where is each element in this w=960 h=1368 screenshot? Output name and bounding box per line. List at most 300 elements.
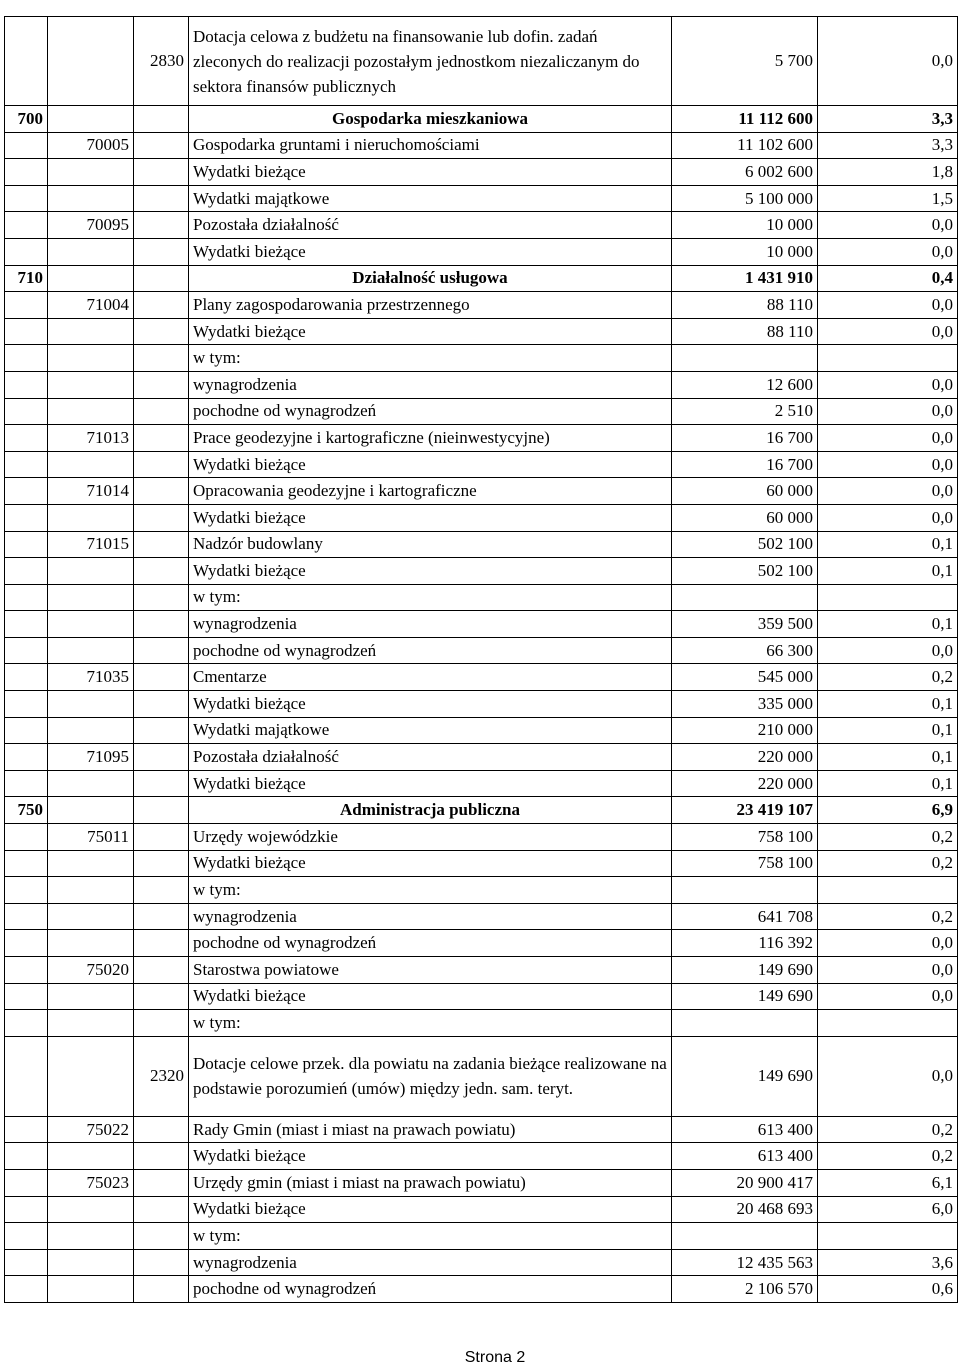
percent-cell: 0,0 bbox=[818, 371, 958, 398]
paragraf-cell bbox=[134, 159, 189, 186]
dzial-cell bbox=[5, 1223, 48, 1250]
rozdzial-cell: 75022 bbox=[48, 1116, 134, 1143]
table-row bbox=[5, 664, 958, 691]
amount-cell: 12 600 bbox=[672, 371, 818, 398]
dzial-cell: 750 bbox=[5, 797, 48, 824]
rozdzial-cell bbox=[48, 106, 134, 133]
rozdzial-cell bbox=[48, 1249, 134, 1276]
amount-cell: 210 000 bbox=[672, 717, 818, 744]
percent-cell: 0,0 bbox=[818, 957, 958, 984]
description-cell: pochodne od wynagrodzeń bbox=[189, 930, 672, 957]
description-cell: Plany zagospodarowania przestrzennego bbox=[189, 292, 672, 319]
percent-cell: 3,6 bbox=[818, 1249, 958, 1276]
percent-cell: 0,1 bbox=[818, 558, 958, 585]
description-cell: Rady Gmin (miast i miast na prawach powiatu) bbox=[189, 1116, 672, 1143]
dzial-cell bbox=[5, 691, 48, 718]
table-row bbox=[5, 903, 958, 930]
dzial-cell bbox=[5, 185, 48, 212]
table-row bbox=[5, 957, 958, 984]
dzial-cell bbox=[5, 930, 48, 957]
description-cell: Opracowania geodezyjne i kartograficzne bbox=[189, 478, 672, 505]
percent-cell bbox=[818, 345, 958, 372]
percent-cell: 0,0 bbox=[818, 504, 958, 531]
percent-cell bbox=[818, 584, 958, 611]
table-row bbox=[5, 238, 958, 265]
rozdzial-cell bbox=[48, 983, 134, 1010]
amount-cell: 116 392 bbox=[672, 930, 818, 957]
amount-cell: 23 419 107 bbox=[672, 797, 818, 824]
table-row bbox=[5, 850, 958, 877]
amount-cell: 20 900 417 bbox=[672, 1169, 818, 1196]
rozdzial-cell bbox=[48, 451, 134, 478]
paragraf-cell bbox=[134, 371, 189, 398]
table-row bbox=[5, 1116, 958, 1143]
paragraf-cell bbox=[134, 1169, 189, 1196]
dzial-cell bbox=[5, 478, 48, 505]
dzial-cell bbox=[5, 1036, 48, 1116]
paragraf-cell bbox=[134, 132, 189, 159]
rozdzial-cell: 75011 bbox=[48, 824, 134, 851]
percent-cell: 0,0 bbox=[818, 17, 958, 106]
dzial-cell bbox=[5, 132, 48, 159]
dzial-cell: 710 bbox=[5, 265, 48, 292]
description-cell: Dotacje celowe przek. dla powiatu na zadania bieżące realizowane na podstawie porozumień (umów) między jedn. sam. teryt. bbox=[189, 1036, 672, 1116]
table-row bbox=[5, 1143, 958, 1170]
percent-cell: 0,2 bbox=[818, 903, 958, 930]
description-cell: Gospodarka mieszkaniowa bbox=[189, 106, 672, 133]
dzial-cell bbox=[5, 1143, 48, 1170]
description-cell: Wydatki bieżące bbox=[189, 558, 672, 585]
dzial-cell bbox=[5, 451, 48, 478]
amount-cell: 12 435 563 bbox=[672, 1249, 818, 1276]
percent-cell bbox=[818, 1223, 958, 1250]
rozdzial-cell bbox=[48, 691, 134, 718]
percent-cell: 0,0 bbox=[818, 930, 958, 957]
percent-cell: 0,0 bbox=[818, 292, 958, 319]
paragraf-cell bbox=[134, 185, 189, 212]
description-cell: Wydatki bieżące bbox=[189, 850, 672, 877]
table-row bbox=[5, 824, 958, 851]
dzial-cell bbox=[5, 238, 48, 265]
percent-cell: 0,2 bbox=[818, 824, 958, 851]
amount-cell bbox=[672, 877, 818, 904]
dzial-cell bbox=[5, 17, 48, 106]
rozdzial-cell bbox=[48, 1036, 134, 1116]
table-row bbox=[5, 265, 958, 292]
amount-cell: 502 100 bbox=[672, 558, 818, 585]
description-cell: Administracja publiczna bbox=[189, 797, 672, 824]
table-row bbox=[5, 770, 958, 797]
rozdzial-cell bbox=[48, 17, 134, 106]
dzial-cell bbox=[5, 877, 48, 904]
amount-cell: 758 100 bbox=[672, 824, 818, 851]
table-row bbox=[5, 185, 958, 212]
paragraf-cell bbox=[134, 664, 189, 691]
rozdzial-cell bbox=[48, 930, 134, 957]
rozdzial-cell bbox=[48, 637, 134, 664]
percent-cell: 0,0 bbox=[818, 451, 958, 478]
percent-cell: 0,2 bbox=[818, 1143, 958, 1170]
table-row bbox=[5, 451, 958, 478]
rozdzial-cell: 71004 bbox=[48, 292, 134, 319]
table-row bbox=[5, 744, 958, 771]
percent-cell: 0,0 bbox=[818, 398, 958, 425]
table-row bbox=[5, 691, 958, 718]
table-row bbox=[5, 371, 958, 398]
amount-cell: 66 300 bbox=[672, 637, 818, 664]
table-row bbox=[5, 1276, 958, 1303]
table-row bbox=[5, 1249, 958, 1276]
amount-cell: 1 431 910 bbox=[672, 265, 818, 292]
dzial-cell bbox=[5, 584, 48, 611]
description-cell: Wydatki majątkowe bbox=[189, 185, 672, 212]
paragraf-cell: 2830 bbox=[134, 17, 189, 106]
percent-cell: 0,1 bbox=[818, 531, 958, 558]
dzial-cell bbox=[5, 318, 48, 345]
paragraf-cell bbox=[134, 238, 189, 265]
table-row bbox=[5, 132, 958, 159]
paragraf-cell bbox=[134, 1116, 189, 1143]
description-cell: wynagrodzenia bbox=[189, 1249, 672, 1276]
dzial-cell bbox=[5, 1116, 48, 1143]
description-cell: w tym: bbox=[189, 584, 672, 611]
table-row bbox=[5, 1010, 958, 1037]
amount-cell: 641 708 bbox=[672, 903, 818, 930]
table-row bbox=[5, 584, 958, 611]
description-cell: w tym: bbox=[189, 1223, 672, 1250]
dzial-cell bbox=[5, 664, 48, 691]
dzial-cell bbox=[5, 398, 48, 425]
paragraf-cell bbox=[134, 1196, 189, 1223]
dzial-cell bbox=[5, 1276, 48, 1303]
description-cell: pochodne od wynagrodzeń bbox=[189, 637, 672, 664]
dzial-cell bbox=[5, 1010, 48, 1037]
paragraf-cell bbox=[134, 797, 189, 824]
paragraf-cell bbox=[134, 345, 189, 372]
description-cell: Wydatki bieżące bbox=[189, 159, 672, 186]
description-cell: Wydatki bieżące bbox=[189, 1196, 672, 1223]
rozdzial-cell bbox=[48, 238, 134, 265]
description-cell: pochodne od wynagrodzeń bbox=[189, 1276, 672, 1303]
percent-cell bbox=[818, 877, 958, 904]
paragraf-cell bbox=[134, 558, 189, 585]
paragraf-cell bbox=[134, 292, 189, 319]
description-cell: Prace geodezyjne i kartograficzne (nieinwestycyjne) bbox=[189, 425, 672, 452]
rozdzial-cell: 71013 bbox=[48, 425, 134, 452]
percent-cell: 6,1 bbox=[818, 1169, 958, 1196]
percent-cell: 0,1 bbox=[818, 611, 958, 638]
rozdzial-cell: 71095 bbox=[48, 744, 134, 771]
paragraf-cell bbox=[134, 1223, 189, 1250]
description-cell: Wydatki bieżące bbox=[189, 1143, 672, 1170]
paragraf-cell bbox=[134, 744, 189, 771]
rozdzial-cell bbox=[48, 398, 134, 425]
description-cell: Wydatki bieżące bbox=[189, 451, 672, 478]
amount-cell: 149 690 bbox=[672, 983, 818, 1010]
description-cell: Wydatki bieżące bbox=[189, 983, 672, 1010]
table-row bbox=[5, 558, 958, 585]
dzial-cell: 700 bbox=[5, 106, 48, 133]
description-cell: Cmentarze bbox=[189, 664, 672, 691]
description-cell: wynagrodzenia bbox=[189, 371, 672, 398]
amount-cell: 758 100 bbox=[672, 850, 818, 877]
paragraf-cell bbox=[134, 1276, 189, 1303]
percent-cell: 0,0 bbox=[818, 983, 958, 1010]
dzial-cell bbox=[5, 345, 48, 372]
amount-cell: 335 000 bbox=[672, 691, 818, 718]
page-number: Strona 2 bbox=[464, 1349, 526, 1366]
amount-cell: 613 400 bbox=[672, 1143, 818, 1170]
rozdzial-cell bbox=[48, 371, 134, 398]
description-cell: Wydatki bieżące bbox=[189, 318, 672, 345]
budget-table-body bbox=[5, 17, 958, 1303]
amount-cell: 220 000 bbox=[672, 770, 818, 797]
percent-cell: 1,5 bbox=[818, 185, 958, 212]
amount-cell: 149 690 bbox=[672, 957, 818, 984]
table-row bbox=[5, 318, 958, 345]
rozdzial-cell bbox=[48, 318, 134, 345]
paragraf-cell bbox=[134, 1143, 189, 1170]
description-cell: Wydatki bieżące bbox=[189, 770, 672, 797]
description-cell: wynagrodzenia bbox=[189, 903, 672, 930]
rozdzial-cell bbox=[48, 185, 134, 212]
amount-cell: 10 000 bbox=[672, 238, 818, 265]
rozdzial-cell: 75020 bbox=[48, 957, 134, 984]
description-cell: Wydatki bieżące bbox=[189, 691, 672, 718]
description-cell: Urzędy gmin (miast i miast na prawach powiatu) bbox=[189, 1169, 672, 1196]
description-cell: Gospodarka gruntami i nieruchomościami bbox=[189, 132, 672, 159]
percent-cell: 6,0 bbox=[818, 1196, 958, 1223]
paragraf-cell bbox=[134, 691, 189, 718]
percent-cell: 3,3 bbox=[818, 106, 958, 133]
rozdzial-cell bbox=[48, 770, 134, 797]
table-row bbox=[5, 797, 958, 824]
paragraf-cell bbox=[134, 770, 189, 797]
paragraf-cell bbox=[134, 265, 189, 292]
dzial-cell bbox=[5, 957, 48, 984]
percent-cell: 0,0 bbox=[818, 238, 958, 265]
paragraf-cell bbox=[134, 478, 189, 505]
amount-cell bbox=[672, 584, 818, 611]
dzial-cell bbox=[5, 983, 48, 1010]
percent-cell: 0,0 bbox=[818, 318, 958, 345]
amount-cell: 16 700 bbox=[672, 425, 818, 452]
rozdzial-cell bbox=[48, 717, 134, 744]
description-cell: Wydatki majątkowe bbox=[189, 717, 672, 744]
paragraf-cell bbox=[134, 717, 189, 744]
table-row bbox=[5, 398, 958, 425]
dzial-cell bbox=[5, 903, 48, 930]
paragraf-cell bbox=[134, 425, 189, 452]
rozdzial-cell bbox=[48, 850, 134, 877]
percent-cell: 0,1 bbox=[818, 717, 958, 744]
paragraf-cell bbox=[134, 531, 189, 558]
rozdzial-cell bbox=[48, 1196, 134, 1223]
percent-cell: 6,9 bbox=[818, 797, 958, 824]
rozdzial-cell bbox=[48, 1223, 134, 1250]
paragraf-cell bbox=[134, 877, 189, 904]
percent-cell: 0,0 bbox=[818, 1036, 958, 1116]
dzial-cell bbox=[5, 744, 48, 771]
dzial-cell bbox=[5, 212, 48, 239]
percent-cell: 0,1 bbox=[818, 691, 958, 718]
rozdzial-cell bbox=[48, 797, 134, 824]
percent-cell: 0,0 bbox=[818, 425, 958, 452]
amount-cell: 6 002 600 bbox=[672, 159, 818, 186]
dzial-cell bbox=[5, 292, 48, 319]
description-cell: w tym: bbox=[189, 1010, 672, 1037]
rozdzial-cell bbox=[48, 1276, 134, 1303]
amount-cell: 502 100 bbox=[672, 531, 818, 558]
amount-cell bbox=[672, 1010, 818, 1037]
description-cell: Dotacja celowa z budżetu na finansowanie lub dofin. zadań zleconych do realizacji pozostałym jednostkom niezaliczanym do sektora finansów publicznych bbox=[189, 17, 672, 106]
amount-cell: 5 100 000 bbox=[672, 185, 818, 212]
table-row bbox=[5, 106, 958, 133]
description-cell: Działalność usługowa bbox=[189, 265, 672, 292]
table-row bbox=[5, 717, 958, 744]
rozdzial-cell bbox=[48, 1143, 134, 1170]
paragraf-cell bbox=[134, 398, 189, 425]
paragraf-cell bbox=[134, 850, 189, 877]
table-row bbox=[5, 17, 958, 106]
rozdzial-cell: 70005 bbox=[48, 132, 134, 159]
percent-cell: 0,1 bbox=[818, 770, 958, 797]
dzial-cell bbox=[5, 637, 48, 664]
amount-cell: 88 110 bbox=[672, 292, 818, 319]
rozdzial-cell bbox=[48, 584, 134, 611]
table-row bbox=[5, 1036, 958, 1116]
table-row bbox=[5, 1223, 958, 1250]
paragraf-cell bbox=[134, 903, 189, 930]
paragraf-cell bbox=[134, 451, 189, 478]
table-row bbox=[5, 1169, 958, 1196]
rozdzial-cell bbox=[48, 345, 134, 372]
paragraf-cell bbox=[134, 1249, 189, 1276]
paragraf-cell bbox=[134, 957, 189, 984]
table-row bbox=[5, 531, 958, 558]
table-row bbox=[5, 345, 958, 372]
table-row bbox=[5, 637, 958, 664]
description-cell: wynagrodzenia bbox=[189, 611, 672, 638]
paragraf-cell: 2320 bbox=[134, 1036, 189, 1116]
dzial-cell bbox=[5, 558, 48, 585]
amount-cell: 20 468 693 bbox=[672, 1196, 818, 1223]
table-row bbox=[5, 478, 958, 505]
amount-cell: 10 000 bbox=[672, 212, 818, 239]
percent-cell: 0,2 bbox=[818, 1116, 958, 1143]
rozdzial-cell: 70095 bbox=[48, 212, 134, 239]
description-cell: Starostwa powiatowe bbox=[189, 957, 672, 984]
table-row bbox=[5, 212, 958, 239]
dzial-cell bbox=[5, 1196, 48, 1223]
dzial-cell bbox=[5, 504, 48, 531]
description-cell: Nadzór budowlany bbox=[189, 531, 672, 558]
table-row bbox=[5, 159, 958, 186]
percent-cell: 0,1 bbox=[818, 744, 958, 771]
paragraf-cell bbox=[134, 318, 189, 345]
table-row bbox=[5, 611, 958, 638]
amount-cell: 88 110 bbox=[672, 318, 818, 345]
dzial-cell bbox=[5, 717, 48, 744]
dzial-cell bbox=[5, 1169, 48, 1196]
amount-cell: 11 112 600 bbox=[672, 106, 818, 133]
percent-cell: 0,2 bbox=[818, 850, 958, 877]
paragraf-cell bbox=[134, 584, 189, 611]
percent-cell: 0,4 bbox=[818, 265, 958, 292]
amount-cell: 220 000 bbox=[672, 744, 818, 771]
amount-cell: 60 000 bbox=[672, 504, 818, 531]
rozdzial-cell bbox=[48, 903, 134, 930]
dzial-cell bbox=[5, 1249, 48, 1276]
amount-cell: 2 106 570 bbox=[672, 1276, 818, 1303]
description-cell: Wydatki bieżące bbox=[189, 238, 672, 265]
description-cell: Urzędy wojewódzkie bbox=[189, 824, 672, 851]
dzial-cell bbox=[5, 531, 48, 558]
paragraf-cell bbox=[134, 637, 189, 664]
table-row bbox=[5, 292, 958, 319]
paragraf-cell bbox=[134, 983, 189, 1010]
paragraf-cell bbox=[134, 106, 189, 133]
percent-cell bbox=[818, 1010, 958, 1037]
amount-cell: 613 400 bbox=[672, 1116, 818, 1143]
percent-cell: 0,6 bbox=[818, 1276, 958, 1303]
percent-cell: 3,3 bbox=[818, 132, 958, 159]
table-row bbox=[5, 877, 958, 904]
dzial-cell bbox=[5, 824, 48, 851]
description-cell: Wydatki bieżące bbox=[189, 504, 672, 531]
description-cell: w tym: bbox=[189, 345, 672, 372]
paragraf-cell bbox=[134, 824, 189, 851]
rozdzial-cell: 71015 bbox=[48, 531, 134, 558]
description-cell: pochodne od wynagrodzeń bbox=[189, 398, 672, 425]
percent-cell: 1,8 bbox=[818, 159, 958, 186]
description-cell: w tym: bbox=[189, 877, 672, 904]
dzial-cell bbox=[5, 425, 48, 452]
paragraf-cell bbox=[134, 930, 189, 957]
dzial-cell bbox=[5, 770, 48, 797]
table-row bbox=[5, 1196, 958, 1223]
paragraf-cell bbox=[134, 1010, 189, 1037]
rozdzial-cell: 71014 bbox=[48, 478, 134, 505]
amount-cell bbox=[672, 345, 818, 372]
amount-cell: 545 000 bbox=[672, 664, 818, 691]
rozdzial-cell bbox=[48, 611, 134, 638]
amount-cell: 2 510 bbox=[672, 398, 818, 425]
rozdzial-cell bbox=[48, 877, 134, 904]
table-row bbox=[5, 504, 958, 531]
table-row bbox=[5, 983, 958, 1010]
percent-cell: 0,0 bbox=[818, 637, 958, 664]
paragraf-cell bbox=[134, 611, 189, 638]
dzial-cell bbox=[5, 159, 48, 186]
rozdzial-cell bbox=[48, 159, 134, 186]
budget-table bbox=[4, 16, 958, 1303]
amount-cell: 359 500 bbox=[672, 611, 818, 638]
rozdzial-cell: 75023 bbox=[48, 1169, 134, 1196]
description-cell: Pozostała działalność bbox=[189, 212, 672, 239]
description-cell: Pozostała działalność bbox=[189, 744, 672, 771]
dzial-cell bbox=[5, 371, 48, 398]
table-row bbox=[5, 930, 958, 957]
rozdzial-cell bbox=[48, 558, 134, 585]
rozdzial-cell: 71035 bbox=[48, 664, 134, 691]
paragraf-cell bbox=[134, 504, 189, 531]
amount-cell: 16 700 bbox=[672, 451, 818, 478]
percent-cell: 0,2 bbox=[818, 664, 958, 691]
percent-cell: 0,0 bbox=[818, 478, 958, 505]
amount-cell: 149 690 bbox=[672, 1036, 818, 1116]
dzial-cell bbox=[5, 850, 48, 877]
